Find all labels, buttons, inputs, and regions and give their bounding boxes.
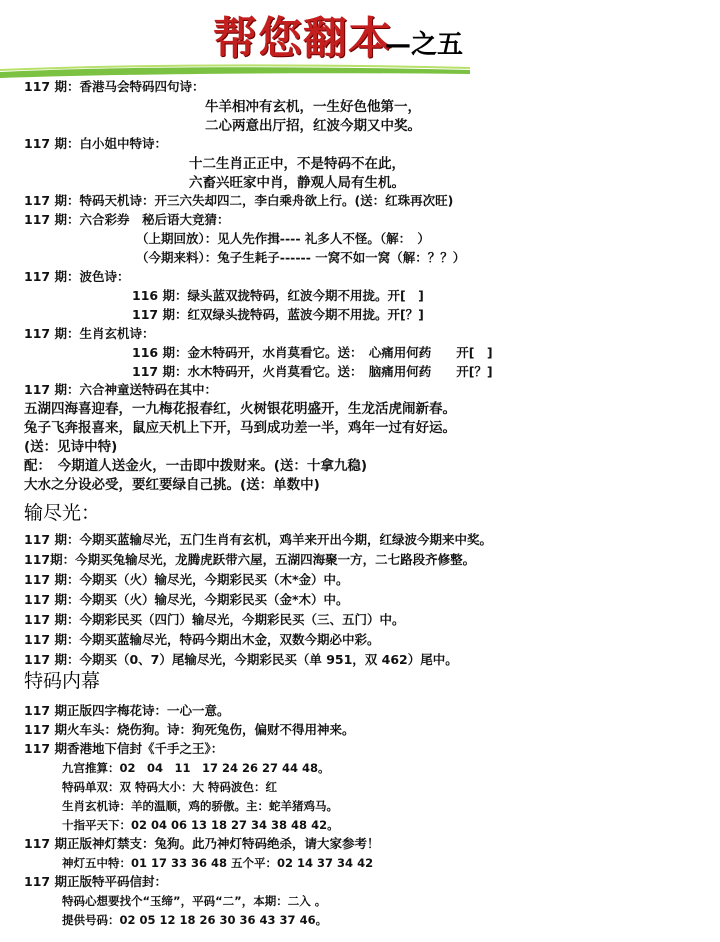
page-title: 帮您翻本	[213, 13, 393, 64]
verse-line2: 兔子飞奔报喜来，鼠应天机上下开，马到成功差一半，鸡年一过有好运。	[24, 420, 456, 436]
verse-line1: 五湖四海喜迎春，一九梅花报春红，火树银花明盛开，生龙活虎闹新春。	[24, 401, 456, 417]
tianji-line: 117 期：特码天机诗：开三六失却四二，李白乘舟欲上行。(送：红珠再次旺)	[24, 193, 454, 208]
neimu-line2: 117 期火车头：烧伤狗。诗：狗死兔伤，偏财不得用神来。	[24, 722, 355, 737]
shujin-line: 117 期：今期彩民买（四门）输尽光，今期彩民买（三、五门）中。	[24, 612, 405, 627]
pei-line: 配： 今期道人送金火，一击即中拨财来。(送：十拿九稳)	[24, 458, 368, 474]
shujin-line: 117 期：今期买蓝输尽光，特码今期出木金，双数今期必中彩。	[24, 632, 380, 647]
shujin-line: 117 期：今期买（火）输尽光，今期彩民买（金*木）中。	[24, 592, 349, 607]
page-subtitle: —之五	[385, 30, 464, 60]
neimu-line1: 117 期正版四字梅花诗：一心一意。	[24, 703, 230, 718]
poem1-label: 117 期：香港马会特码四句诗：	[24, 79, 205, 94]
shujin-line: 117 期：今期买（火）输尽光，今期彩民买（木*金）中。	[24, 572, 349, 587]
lhc-line1: （上期回放）：见人先作揖---- 礼多人不怪。（解： ）	[136, 231, 430, 246]
poem1-line1: 牛羊相冲有玄机，一生好色他第一，	[205, 99, 421, 115]
lhc-line2: （今期来料）：兔子生耗子------ 一窝不如一窝（解：？？）	[136, 250, 466, 265]
poem2-line2: 六畜兴旺家中肖，静观人局有生机。	[189, 175, 405, 191]
poem2-label: 117 期：白小姐中特诗：	[24, 136, 167, 151]
neimu-line4: 117 期正版神灯禁支：兔狗。此乃神灯特码绝杀，请大家参考！	[24, 836, 380, 851]
neimu-sub3-line: 提供号码：02 05 12 18 26 30 36 43 37 46。	[62, 913, 328, 927]
neimu-sub-line: 特码单双：双 特码大小：大 特码波色：红	[62, 780, 278, 794]
neimu-heading: 特码内幕	[24, 670, 101, 692]
neimu-sub-line: 九宫推算：02 04 11 17 24 26 27 44 48。	[62, 761, 330, 775]
lhc-label: 117 期：六合彩券 秘后语大竞猜：	[24, 212, 230, 227]
shujin-heading: 输尽光：	[24, 502, 101, 524]
zodiac-line2: 117 期：水木特码开，火肖莫看它。送： 脑痛用何药 开[？]	[132, 364, 493, 379]
poem2-line1: 十二生肖正正中，不是特码不在此，	[189, 156, 405, 172]
neimu-sub-line: 生肖玄机诗：羊的温顺，鸡的骄傲。主：蛇羊猪鸡马。	[62, 799, 338, 813]
neimu-sub-line: 十指平天下：02 04 06 13 18 27 34 38 48 42。	[62, 818, 339, 832]
zodiac-line1: 116 期：金木特码开，水肖莫看它。送： 心痛用何药 开[ ]	[132, 345, 493, 360]
wave-line2: 117 期：红双绿头拢特码，蓝波今期不用拢。开[？]	[132, 307, 424, 322]
neimu-line3: 117 期香港地下信封《千手之王》：	[24, 741, 224, 756]
poem1-line2: 二心两意出厅招，红波今期又中奖。	[205, 118, 421, 134]
shujin-line: 117 期：今期买（0、7）尾输尽光，今期彩民买（单 951，双 462）尾中。	[24, 652, 458, 667]
zodiac-label: 117 期：生肖玄机诗：	[24, 326, 155, 341]
banner	[0, 0, 720, 80]
wave-line1: 116 期：绿头蓝双拢特码，红波今期不用拢。开[ ]	[132, 288, 424, 303]
neimu-sub3-line: 特码心想要找个“玉缔”，平码“二”，本期：二入 。	[62, 894, 327, 908]
neimu-sub2-line: 神灯五中特：01 17 33 36 48 五个平：02 14 37 34 42	[62, 856, 374, 870]
verse-note: (送：见诗中特)	[24, 439, 118, 455]
dashui-line: 大水之分设必受，要红要绿自己挑。(送：单数中)	[24, 477, 320, 493]
neimu-line5: 117 期正版特平码信封：	[24, 874, 167, 889]
shentong-line: 117 期：六合神童送特码在其中：	[24, 382, 217, 397]
shujin-line: 117 期：今期买蓝输尽光，五门生肖有玄机，鸡羊来开出今期，红绿波今期来中奖。	[24, 532, 492, 547]
shujin-line: 117期：今期买兔输尽光，龙腾虎跃带六屋，五湖四海聚一方，二七路段齐修整。	[24, 552, 476, 567]
wave-label: 117 期：波色诗：	[24, 269, 130, 284]
